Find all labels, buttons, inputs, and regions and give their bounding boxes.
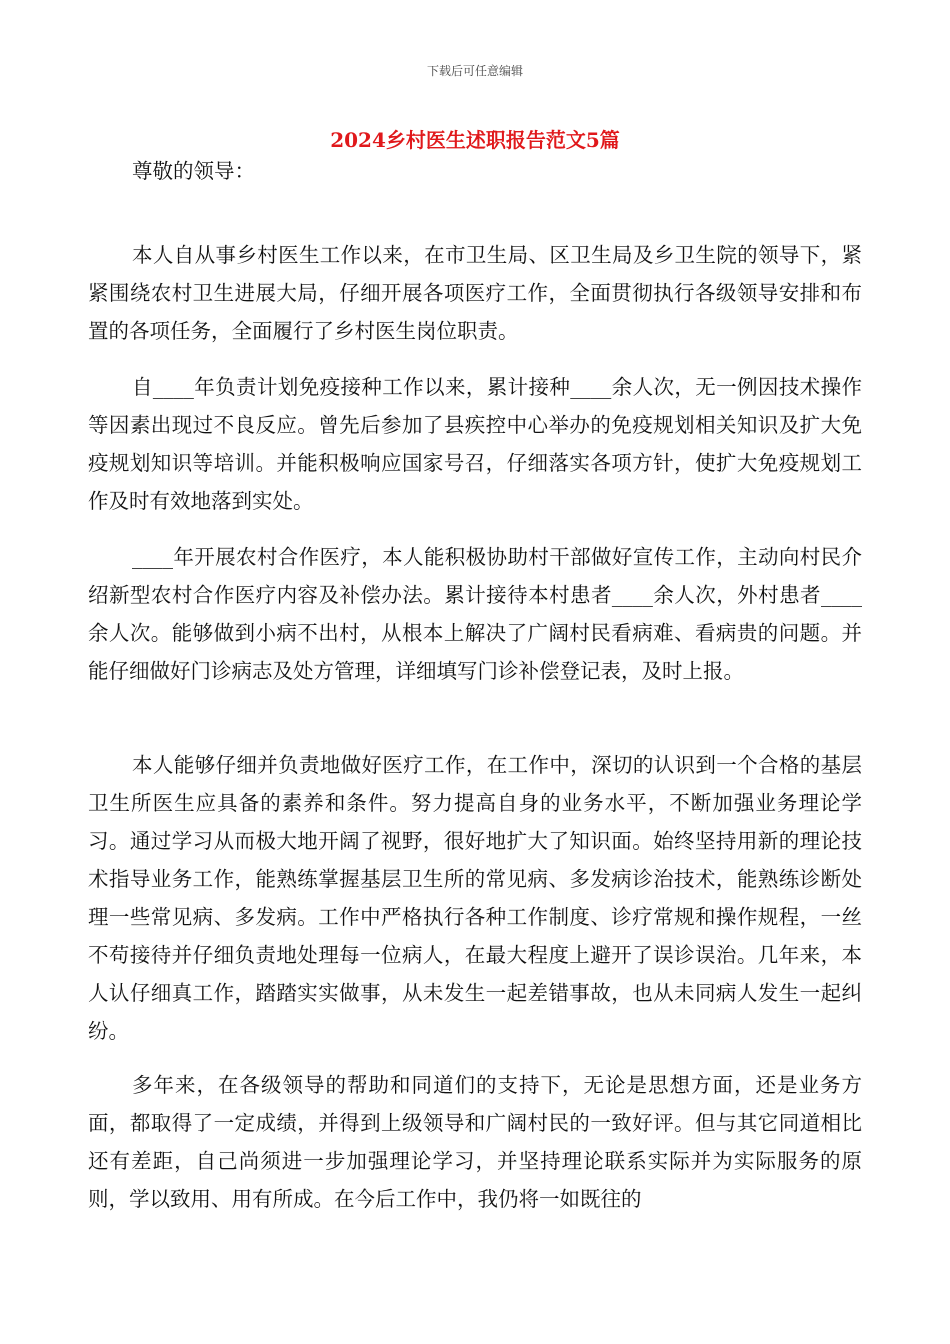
document-title: 2024乡村医生述职报告范文5篇: [330, 128, 620, 152]
salutation: 尊敬的领导：: [132, 159, 255, 183]
paragraph-5: 多年来，在各级领导的帮助和同道们的支持下，无论是思想方面，还是业务方面，都取得了一定成绩，并得到上级领导和广阔村民的一致好评。但与其它同道相比还有差距，自己尚须进一步加强理论学习，并坚持理论联系实际并为实际服务的原则，学以致用、用有所成。在今后工作中，我仍将一如既往的: [88, 1073, 862, 1211]
paragraph-1: 本人自从事乡村医生工作以来，在市卫生局、区卫生局及乡卫生院的领导下，紧紧围绕农村卫生进展大局，仔细开展各项医疗工作，全面贯彻执行各级领导安排和布置的各项任务，全面履行了乡村医生岗位职责。: [88, 243, 862, 343]
header-note: 下载后可任意编辑: [426, 64, 523, 78]
paragraph-2: 自____年负责计划免疫接种工作以来，累计接种____余人次，无一例因技术操作等因素出现过不良反应。曾先后参加了县疾控中心举办的免疫规划相关知识及扩大免疫规划知识等培训。并能积极响应国家号召，仔细落实各项方针，使扩大免疫规划工作及时有效地落到实处。: [88, 375, 862, 513]
paragraph-4: 本人能够仔细并负责地做好医疗工作，在工作中，深切的认识到一个合格的基层卫生所医生应具备的素养和条件。努力提高自身的业务水平，不断加强业务理论学习。通过学习从而极大地开阔了视野，很好地扩大了知识面。始终坚持用新的理论技术指导业务工作，能熟练掌握基层卫生所的常见病、多发病诊治技术，能熟练诊断处理一些常见病、多发病。工作中严格执行各种工作制度、诊疗常规和操作规程，一丝不苟接待并仔细负责地处理每一位病人，在最大程度上避开了误诊误治。几年来，本人认仔细真工作，踏踏实实做事，从未发生一起差错事故，也从未同病人发生一起纠纷。: [88, 753, 862, 1043]
paragraph-3: ____年开展农村合作医疗，本人能积极协助村干部做好宣传工作，主动向村民介绍新型农村合作医疗内容及补偿办法。累计接待本村患者____余人次，外村患者____余人次。能够做到小病不出村，从根本上解决了广阔村民看病难、看病贵的问题。并能仔细做好门诊病志及处方管理，详细填写门诊补偿登记表，及时上报。: [88, 545, 862, 683]
